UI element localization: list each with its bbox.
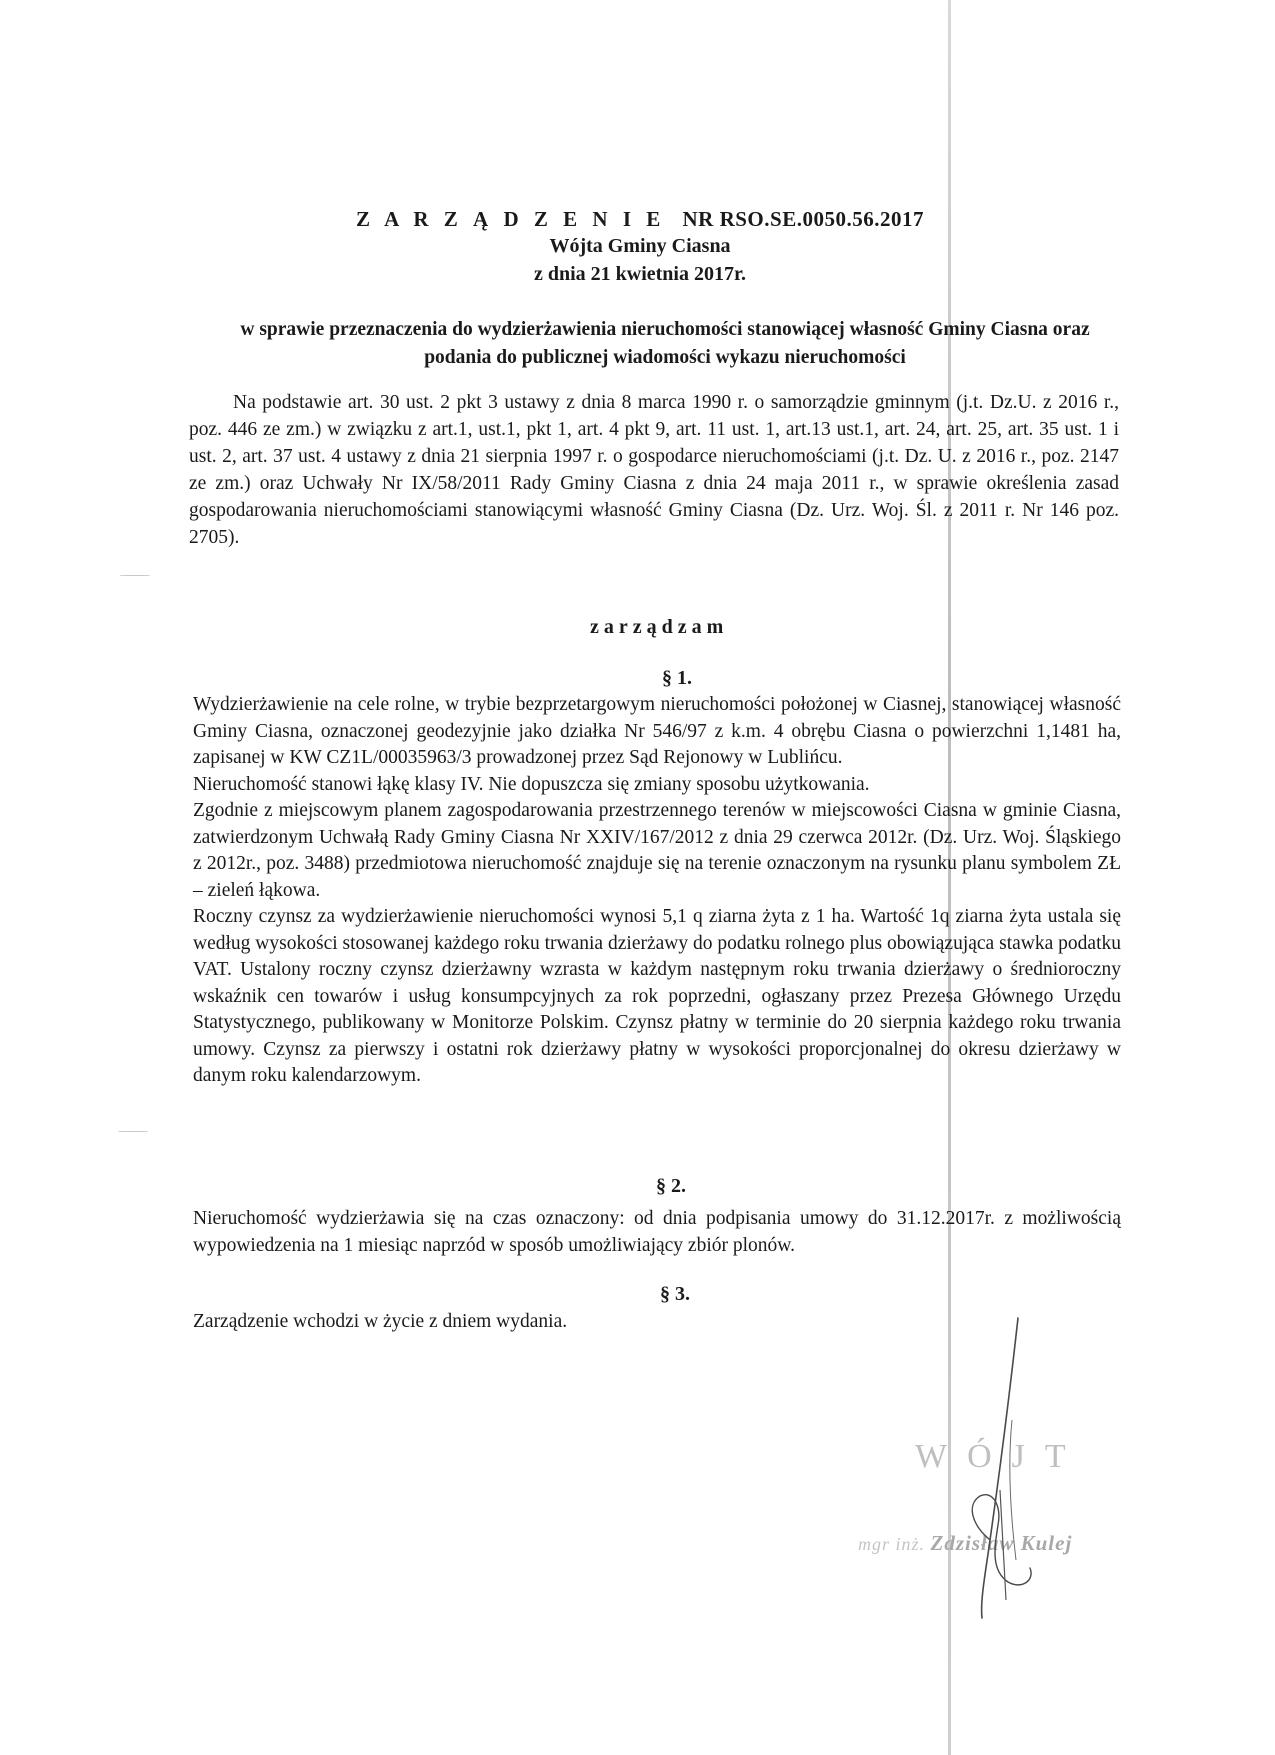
section-3-paragraph: Zarządzenie wchodzi w życie z dniem wydania. — [193, 1311, 568, 1332]
section-1-paragraph: Nieruchomość stanowi łąkę klasy IV. Nie dopuszcza się zmiany sposobu użytkowania. — [193, 773, 870, 795]
stamp-name-prefix: mgr inż. — [858, 1534, 926, 1554]
scan-edge-mark — [118, 1131, 148, 1132]
section-2-title: § 2. — [656, 1175, 686, 1197]
handwritten-signature — [840, 1300, 1140, 1630]
section-1-title: § 1. — [662, 667, 692, 689]
title-word: Z A R Z Ą D Z E N I E — [356, 207, 666, 231]
section-1-paragraph: Zgodnie z miejscowym planem zagospodarowania przestrzennego terenów w miejscowości Ciasna w gminie Ciasna, zatwierdzonym Uchwałą Rady Gminy Ciasna Nr XXIV/167/2012 z dnia 29 czerwca 2012r. (Dz. Urz. Woj. Śląskiego z 2012r., poz. 3488) przedmiotowa nieruchomość znajduje się na terenie oznaczonym na rysunku planu symbolem ZŁ – zieleń łąkowa. — [193, 800, 1121, 901]
section-3-title: § 3. — [660, 1283, 690, 1305]
section-2-body — [193, 1205, 1121, 1259]
title-number: NR RSO.SE.0050.56.2017 — [682, 207, 924, 231]
section-1-body — [193, 692, 1121, 1090]
scan-edge-mark — [120, 575, 150, 576]
stamp-name-value: Zdzisław Kulej — [930, 1531, 1073, 1555]
section-1-paragraph: Roczny czynsz za wydzierżawienie nieruchomości wynosi 5,1 q ziarna żyta z 1 ha. Wartość 1q ziarna żyta ustala się według wysokości stosowanej każdego roku trwania dzierżawy do podatku rolnego plus obowiązująca stawka podatku VAT. Ustalony roczny czynsz dzierżawny wzrasta w każdym następnym roku trwania dzierżawy o średnioroczny wskaźnik cen towarów i usług konsumpcyjnych za rok poprzedni, ogłaszany przez Prezesa Głównego Urzędu Statystycznego, publikowany w Monitorze Polskim. Czynsz płatny w terminie do 20 sierpnia każdego roku trwania umowy. Czynsz za pierwszy i ostatni rok dzierżawy płatny w wysokości proporcjonalnej do okresu dzierżawy w danym roku kalendarzowym. — [193, 906, 1121, 1086]
legal-basis-paragraph: Na podstawie art. 30 ust. 2 pkt 3 ustawy z dnia 8 marca 1990 r. o samorządzie gminnym (j.t. Dz.U. z 2016 r., poz. 446 ze zm.) w związku z art.1, ust.1, pkt 1, art. 4 pkt 9, art. 11 ust. 1, art.13 ust.1, art. 24, art. 25, art. 35 ust. 1 i ust. 2, art. 37 ust. 4 ustawy z dnia 21 sierpnia 1997 r. o gospodarce nieruchomościami (j.t. Dz. U. z 2016 r., poz. 2147 ze zm.) oraz Uchwały Nr IX/58/2011 Rady Gminy Ciasna z dnia 24 maja 2011 r., w sprawie określenia zasad gospodarowania nieruchomościami stanowiącymi własność Gminy Ciasna (Dz. Urz. Woj. Śl. z 2011 r. Nr 146 poz. 2705). — [189, 392, 1119, 548]
document-subject: w sprawie przeznaczenia do wydzierżawienia nieruchomości stanowiącej własność Gminy Ciasna oraz podania do publicznej wiadomości wykazu nieruchomości — [240, 319, 1090, 368]
section-1-paragraph: Wydzierżawienie na cele rolne, w trybie bezprzetargowym nieruchomości położonej w Ciasnej, stanowiącej własność Gminy Ciasna, oznaczonej geodezyjnie jako działka Nr 546/97 z k.m. 4 obrębu Ciasna o powierzchni 1,1481 ha, zapisanej w KW CZ1L/00035963/3 prowadzonej przez Sąd Rejonowy w Lublińcu. — [193, 694, 1121, 768]
decree-word: zarządzam — [590, 616, 729, 638]
document-date: z dnia 21 kwietnia 2017r. — [533, 263, 747, 285]
document-issuer: Wójta Gminy Ciasna — [549, 235, 731, 257]
stamp-title: WÓJT — [915, 1438, 1086, 1475]
section-2-paragraph: Nieruchomość wydzierżawia się na czas oznaczony: od dnia podpisania umowy do 31.12.2017r. z możliwością wypowiedzenia na 1 miesiąc naprzód w sposób umożliwiający zbiór plonów. — [193, 1208, 1121, 1256]
document-title — [190, 207, 1090, 232]
